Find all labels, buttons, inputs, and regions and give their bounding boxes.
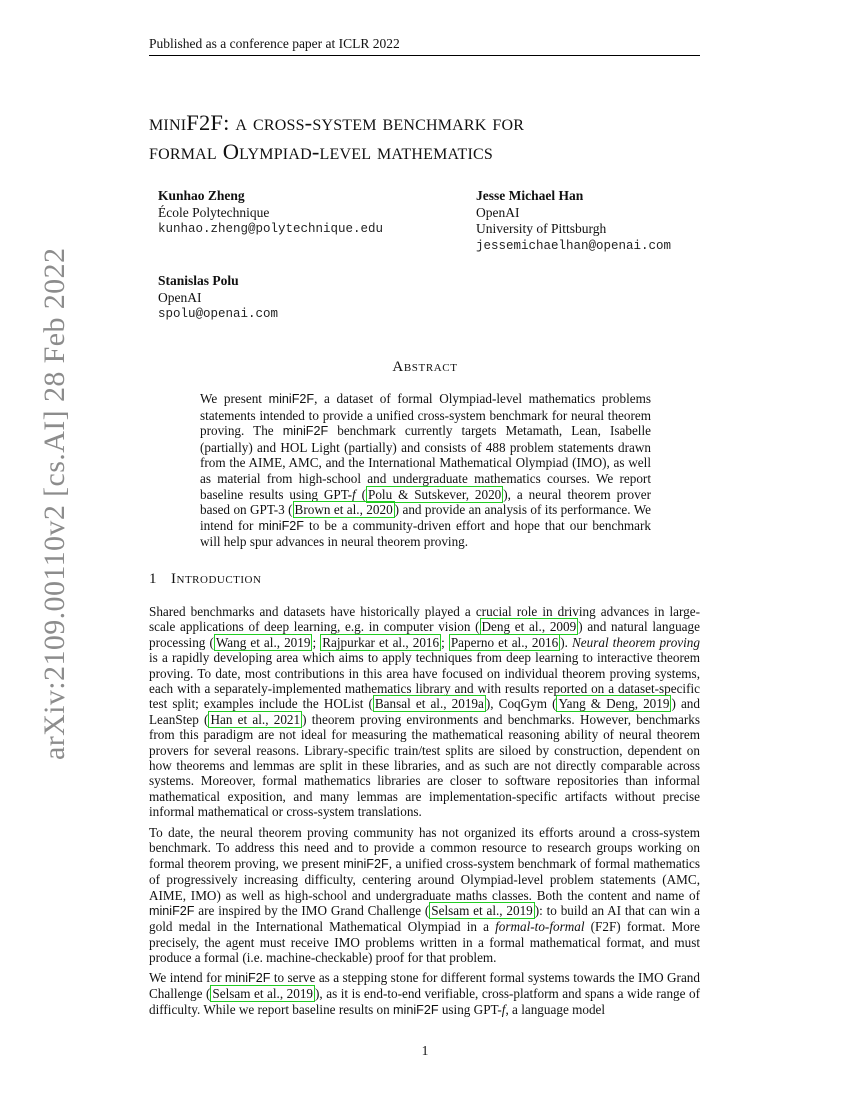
running-header: Published as a conference paper at ICLR 2022 [149,36,700,56]
text-run: To date, the neural theorem proving community has not organized its efforts around a cross-system benchmark. To address this need and to provide a common resource to research groups working on formal theorem proving, we present [149,825,700,871]
text-run: ) and provide an analysis of its performance. We intend for [200,502,651,533]
paragraph [149,604,700,820]
author-email[interactable]: kunhao.zheng@polytechnique.edu [158,222,384,236]
emphasized-term: Neural theorem proving [571,634,700,650]
dataset-name: miniF2F [258,518,304,533]
citation-link[interactable]: Deng et al., 2009 [481,619,577,635]
author-block [158,188,383,238]
citation-link[interactable]: Rajpurkar et al., 2016 [322,634,440,650]
citation-link[interactable]: Han et al., 2021 [210,711,301,727]
text-run: , a language model [505,1001,606,1017]
dataset-name: miniF2F [393,1002,439,1017]
dataset-name: miniF2F [282,424,329,439]
text-run: ), CoqGym ( [485,696,557,712]
math-symbol: f [501,1001,506,1017]
section-title: Introduction [171,571,262,587]
citation-link[interactable]: Paperno et al., 2016 [450,634,559,650]
dataset-name: miniF2F [268,392,315,406]
text-run: , a dataset of formal Olympiad-level mathematics problems statements intended to provide a unified cross-system benchmark for neural theorem proving. The [200,391,652,439]
text-run: Shared benchmarks and datasets have historically played a crucial role in driving advances in large-scale applications of deep learning, e.g. in computer vision ( [149,604,700,635]
citation-link[interactable]: Brown et al., 2020 [294,502,393,518]
dataset-name: miniF2F [149,904,195,919]
author-email[interactable]: spolu@openai.com [158,307,279,321]
text-run: benchmark currently targets Metamath, Lean, Isabelle (partially) and HOL Light (partially) and consists of 488 problem statements drawn from the AIME, AMC, and the International Mathematical Olympiad (IMO), as well as material from high-school and undergraduate mathematics courses. We report baseline results using GPT- [200,423,651,502]
author-block [158,273,278,323]
citation-link[interactable]: Selsam et al., 2019 [212,986,314,1002]
text-run: are inspired by the IMO Grand Challenge ( [194,903,430,919]
abstract-body [200,391,651,550]
citation-link[interactable]: Yang & Deng, 2019 [558,696,670,712]
citation-link[interactable]: Selsam et al., 2019 [431,903,533,919]
text-run: We present [200,391,269,406]
text-run: ) and LeanStep ( [149,696,700,727]
text-run: is a rapidly developing area which aims to apply techniques from deep learning to interactive theorem proving. To date, most contributions in this area have focused on individual theorem proving systems, each with a separately-implemented mathematics library and with results reported on a dataset-specific test split; examples include the HOList ( [149,650,700,712]
text-run: ): to build an AI that can win a gold medal in the International Mathematical Olympiad in a [149,903,700,935]
text-run: ). [560,634,572,650]
text-run: ( [355,486,366,502]
title-line-2: formal Olympiad-level mathematics [149,139,493,164]
text-run: ) and natural language processing ( [149,619,700,650]
author-name: Stanislas Polu [158,273,239,288]
text-run: (F2F) format. More precisely, the agent must receive IMO problems written in a formal mathematical format, and must produce a formal (i.e. machine-checkable) proof for that problem. [149,919,701,966]
text-run: We intend for [149,970,225,985]
emphasized-term: formal-to-formal [495,919,585,935]
text-run: ; [312,634,321,650]
author-block [476,188,671,254]
math-symbol: f [352,486,356,502]
citation-link[interactable]: Bansal et al., 2019a [374,696,484,712]
title-line-1: miniF2F: a cross-system benchmark for [149,110,525,135]
text-run: ; [441,634,449,650]
paragraph [149,970,700,1018]
author-affiliation: École Polytechnique [158,204,270,220]
arxiv-identifier-stamp: arXiv:2109.00110v2 [cs.AI] 28 Feb 2022 [38,247,71,760]
author-affiliation: OpenAI [476,204,520,220]
dataset-name: miniF2F [224,971,271,985]
text-run: ), as it is end-to-end verifiable, cross-platform and spans a wide range of difficulty. While we report baseline results on [149,986,700,1017]
author-name: Kunhao Zheng [158,188,245,203]
text-run: ) theorem proving environments and benchmarks. However, benchmarks from this paradigm are not ideal for measuring the mathematical reasoning ability of neural theorem provers for several reasons. Library-specific train/test splits are siloed by construction, dependent on how theorems and lemmas are split in these libraries, and as such are not directly comparable across systems. Moreover, formal mathematics libraries are closer to software repositories than informal mathematical exposition, and many lemmas are implementation-specific artifacts without precise informal mathematical or cross-system translations. [149,711,700,820]
abstract-heading: Abstract [392,359,458,375]
section-number: 1 [149,571,157,587]
paper-title [149,108,709,166]
dataset-name: miniF2F [343,856,389,871]
author-email[interactable]: jessemichaelhan@openai.com [476,238,672,253]
text-run: to serve as a stepping stone for different formal systems towards the IMO Grand Challenge ( [149,970,700,1002]
section-heading [149,571,261,588]
page-number: 1 [421,1043,429,1058]
citation-link[interactable]: Polu & Sutskever, 2020 [367,486,502,502]
author-affiliation: University of Pittsburgh [476,221,607,236]
text-run: to be a community-driven effort and hope that our benchmark will help spur advances in neural theorem proving. [200,517,652,550]
text-run: ), a neural theorem prover based on GPT-3 ( [200,486,651,518]
author-affiliation: OpenAI [158,289,202,305]
text-run: using GPT- [438,1001,502,1017]
author-name: Jesse Michael Han [476,188,584,203]
text-run: , a unified cross-system benchmark of formal mathematics of progressively increasing difficulty, centering around Olympiad-level problem statements (AMC, AIME, IMO) as well as high-school and undergraduate maths classes. Both the content and name of [149,855,701,903]
citation-link[interactable]: Wang et al., 2019 [215,634,311,650]
paragraph [149,825,700,966]
